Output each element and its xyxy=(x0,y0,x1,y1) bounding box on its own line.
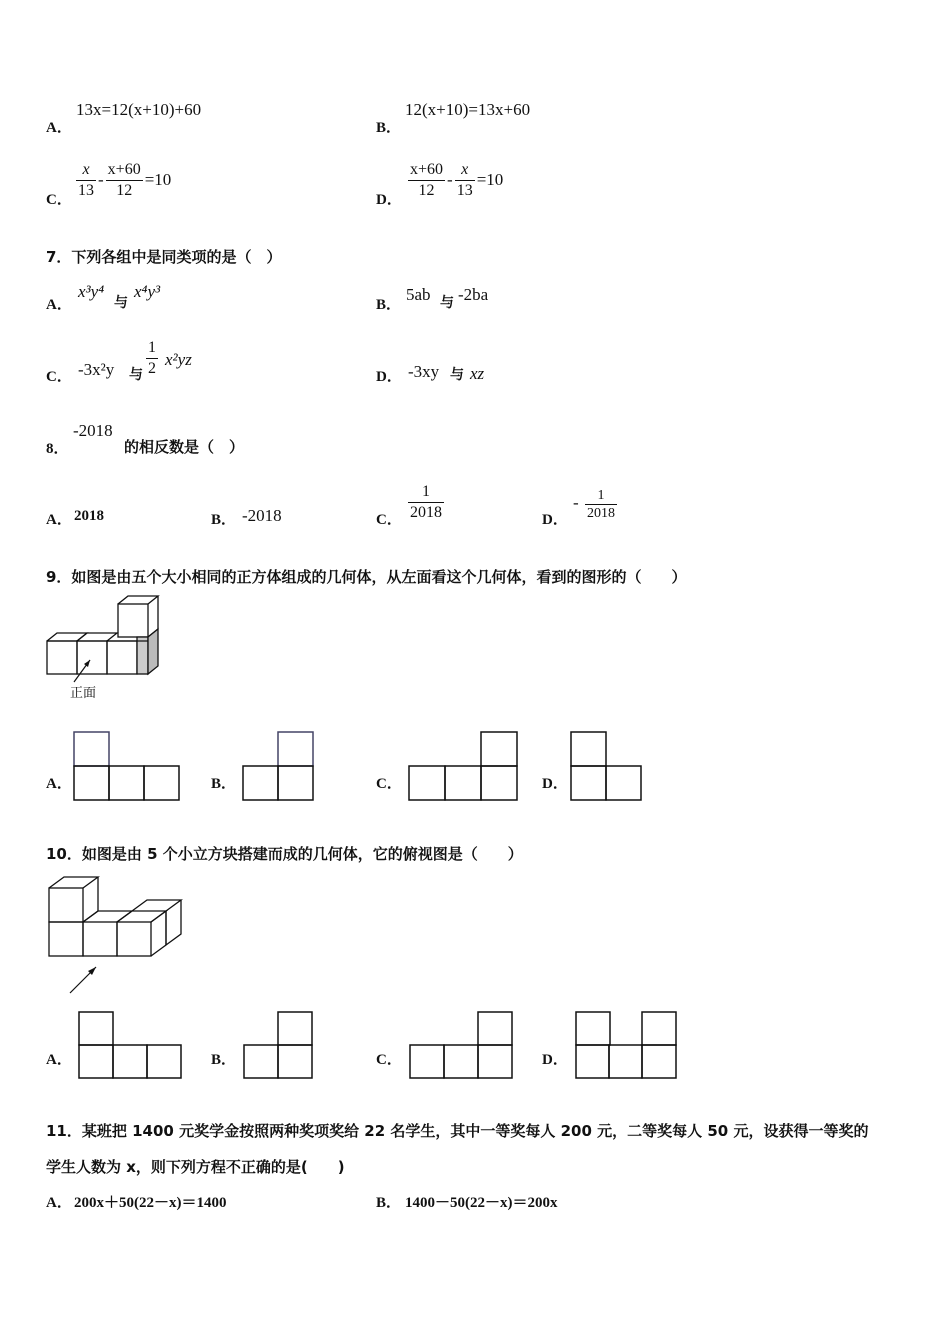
q7-option-c-label: C． xyxy=(46,369,72,385)
q10-option-a-figure xyxy=(77,1010,183,1082)
q6-d-frac2-den: 13 xyxy=(456,182,473,199)
q8-d-frac-den: 2018 xyxy=(587,506,615,521)
q7-option-b-label: B． xyxy=(376,297,402,313)
q6-b-lhs: 12(x+10) xyxy=(405,100,469,119)
q7-option-d-label: D． xyxy=(376,369,402,385)
q9-front-label: 正面 xyxy=(70,686,97,701)
q10-option-a-label: A． xyxy=(46,1052,72,1068)
q8-option-b-value: -2018 xyxy=(242,506,282,525)
q10-option-d-label: D． xyxy=(542,1052,568,1068)
q9-solid-figure xyxy=(44,596,169,700)
q9-option-d-figure xyxy=(568,730,648,802)
q10-option-c-label: C． xyxy=(376,1052,402,1068)
q8-option-d-frac xyxy=(583,487,619,522)
q7-option-b-term2: -2ba xyxy=(458,285,489,304)
q6-c-frac1-num: x xyxy=(76,160,96,181)
q6-d-frac2-num: x xyxy=(455,160,475,181)
q8-c-frac-den: 2018 xyxy=(410,504,442,521)
q11-option-a-equation: 200x＋50(22－x)＝1400 xyxy=(74,1195,227,1211)
q6-d-rhs: =10 xyxy=(476,170,504,189)
q6-d-minus: - xyxy=(447,170,453,189)
q9-stem: 9．如图是由五个大小相同的正方体组成的几何体，从左面看这个几何体，看到的图形的（ ） xyxy=(46,568,687,586)
q8-d-frac-num: 1 xyxy=(585,487,617,505)
q7-option-c-frac xyxy=(144,338,160,379)
q6-a-rhs: =12(x+10)+60 xyxy=(101,100,202,119)
q11-option-b-equation: 1400－50(22－x)＝200x xyxy=(405,1195,558,1211)
q7-stem: 7．下列各组中是同类项的是（ ） xyxy=(46,248,282,266)
q6-c-frac2-den: 12 xyxy=(116,182,133,199)
q10-option-b-label: B． xyxy=(211,1052,237,1068)
q8-option-a-label: A． xyxy=(46,512,72,528)
q7-option-b-term1: 5ab xyxy=(406,285,431,304)
q9-top-cube-front xyxy=(118,604,148,637)
q7-option-c-term1: -3x²y xyxy=(78,360,115,379)
q9-option-a-figure xyxy=(72,730,182,802)
q6-option-c-label: C． xyxy=(46,192,72,208)
q8-stem: 的相反数是（ ） xyxy=(124,438,245,456)
q8-option-c-frac xyxy=(406,482,446,523)
q7-c-frac-den: 2 xyxy=(148,360,156,377)
q7-option-a-with: 与 xyxy=(114,295,128,311)
q8-option-c-label: C． xyxy=(376,512,402,528)
q6-c-minus: - xyxy=(98,170,104,189)
q6-a-lhs: 13x xyxy=(76,100,102,119)
q7-option-c-with: 与 xyxy=(129,367,143,383)
q7-option-a-term2: x⁴y³ xyxy=(134,282,161,301)
q7-option-a-label: A． xyxy=(46,297,72,313)
q6-c-frac1-den: 13 xyxy=(78,182,94,199)
q9-option-c-label: C． xyxy=(376,776,402,792)
q6-option-c-equation xyxy=(74,160,171,201)
q6-c-rhs: =10 xyxy=(144,170,172,189)
q11-option-a-label: A． xyxy=(46,1195,72,1211)
q9-option-b-figure xyxy=(240,730,320,802)
q9-option-a-label: A． xyxy=(46,776,72,792)
q10-option-b-figure xyxy=(242,1010,316,1082)
q6-option-d-equation xyxy=(406,160,503,201)
q6-c-frac2-num: x+60 xyxy=(106,160,143,181)
q8-c-frac-num: 1 xyxy=(408,482,444,503)
q9-option-b-label: B． xyxy=(211,776,237,792)
q6-option-b-equation xyxy=(405,100,530,120)
q7-option-d-with: 与 xyxy=(450,367,464,383)
q11-option-b-label: B． xyxy=(376,1195,402,1211)
q10-stem: 10．如图是由 5 个小立方块搭建而成的几何体，它的俯视图是（ ） xyxy=(46,845,523,863)
q6-option-d-label: D． xyxy=(376,192,402,208)
q6-option-a-equation xyxy=(76,100,201,120)
q7-option-c-term2: x²yz xyxy=(165,350,192,369)
q11-stem-line1: 11．某班把 1400 元奖学金按照两种奖项奖给 22 名学生，其中一等奖每人 200 元，二等奖每人 50 元，设获得一等奖的 xyxy=(46,1122,869,1140)
q10-option-d-figure xyxy=(574,1010,682,1082)
q8-number: 8． xyxy=(46,441,69,457)
q7-option-d-term2: xz xyxy=(470,364,485,383)
q6-b-rhs: =13x+60 xyxy=(468,100,531,119)
q10-option-c-figure xyxy=(408,1010,516,1082)
q6-option-a-label: A． xyxy=(46,120,72,136)
q8-option-b-label: B． xyxy=(211,512,237,528)
q6-d-frac1-den: 12 xyxy=(418,182,435,199)
q7-option-a-term1: x³y⁴ xyxy=(78,282,105,301)
q8-option-d-sign: - xyxy=(573,493,579,512)
q9-option-c-figure xyxy=(407,730,521,802)
q7-c-frac-num: 1 xyxy=(146,338,158,359)
q8-option-a-value: 2018 xyxy=(74,508,104,524)
q11-stem-line2: 学生人数为 x，则下列方程不正确的是( ) xyxy=(46,1158,345,1176)
q7-option-d-term1: -3xy xyxy=(408,362,440,381)
q6-d-frac1-num: x+60 xyxy=(408,160,445,181)
q6-option-b-label: B． xyxy=(376,120,402,136)
q9-option-d-label: D． xyxy=(542,776,568,792)
q8-option-d-label: D． xyxy=(542,512,568,528)
q8-value: -2018 xyxy=(73,421,113,440)
q7-option-b-with: 与 xyxy=(440,295,454,311)
q10-solid-figure xyxy=(46,875,186,997)
